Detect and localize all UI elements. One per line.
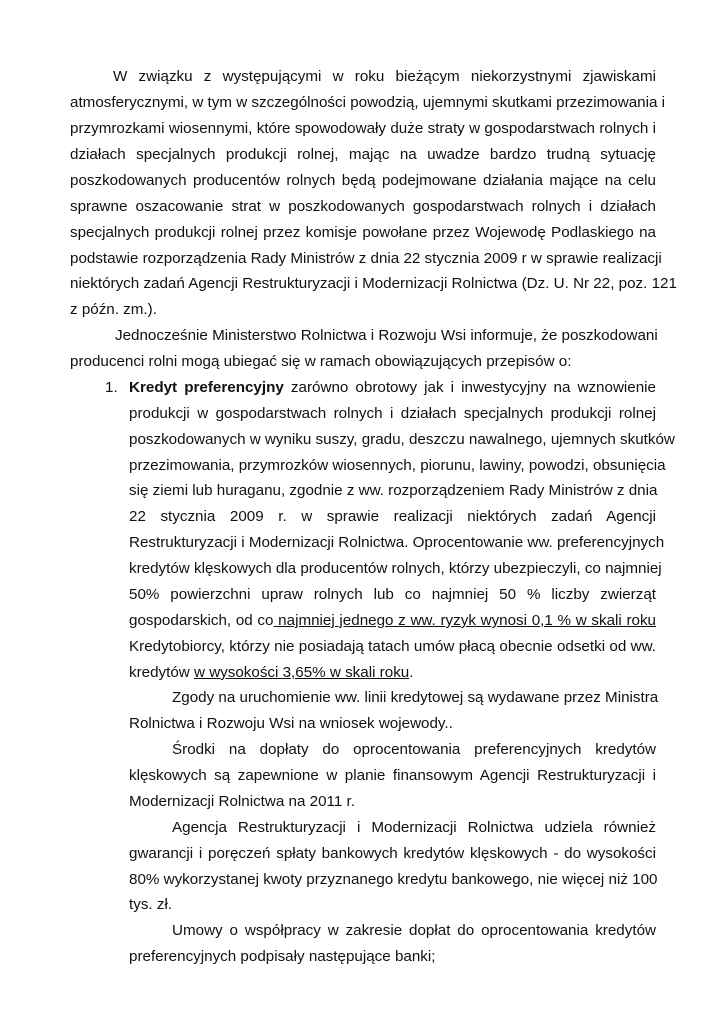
text-span: . — [409, 664, 414, 681]
text-line: Kredytobiorcy, którzy nie posiadają tatach umów płacą obecnie odsetki od ww. — [129, 638, 656, 655]
text-line: Restrukturyzacji i Modernizacji Rolnictwa. Oprocentowanie ww. preferencyjnych — [129, 534, 665, 551]
text-span: kredytów — [129, 664, 194, 681]
text-line: przymrozkami wiosennymi, które spowodowały duże straty w gospodarstwach rolnych i — [70, 120, 656, 137]
bold-lead: Kredyt preferencyjny — [129, 379, 284, 396]
text-span: gospodarskich, od co — [129, 612, 274, 629]
text-line: atmosferycznymi, w tym w szczególności powodzią, ujemnymi skutkami przezimowania i — [70, 94, 666, 111]
text-line — [129, 608, 656, 634]
text-line: produkcji w gospodarstwach rolnych i działach specjalnych produkcji rolnej — [129, 405, 656, 422]
text-line: producenci rolni mogą ubiegać się w ramach obowiązujących przepisów o: — [70, 353, 572, 370]
text-line: z późn. zm.). — [70, 301, 157, 318]
text-line: Środki na dopłaty do oprocentowania preferencyjnych kredytów — [172, 741, 656, 758]
text-line: klęskowych są zapewnione w planie finansowym Agencji Restrukturyzacji i — [129, 767, 656, 784]
text-line: 80% wykorzystanej kwoty przyznanego kredytu bankowego, nie więcej niż 100 — [129, 871, 658, 888]
text-line: się ziemi lub huraganu, zgodnie z ww. rozporządzeniem Rady Ministrów z dnia — [129, 482, 658, 499]
text-line: sprawne oszacowanie strat w poszkodowanych gospodarstwach rolnych i działach — [70, 198, 656, 215]
text-line: poszkodowanych w wyniku suszy, gradu, deszczu nawalnego, ujemnych skutków — [129, 431, 675, 448]
text-line: specjalnych produkcji rolnej przez komisje powołane przez Wojewodę Podlaskiego na — [70, 224, 656, 241]
text-line: gwarancji i poręczeń spłaty bankowych kredytów klęskowych - do wysokości — [129, 845, 656, 862]
text-line: Agencja Restrukturyzacji i Modernizacji Rolnictwa udziela również — [172, 819, 656, 836]
text-line: Zgody na uruchomienie ww. linii kredytowej są wydawane przez Ministra — [172, 689, 659, 706]
text-line: Jednocześnie Ministerstwo Rolnictwa i Rozwoju Wsi informuje, że poszkodowani — [115, 327, 658, 344]
text-line: Rolnictwa i Rozwoju Wsi na wniosek wojewody.. — [129, 715, 453, 732]
text-line — [129, 660, 656, 686]
text-line: 50% powierzchni upraw rolnych lub co najmniej 50 % liczby zwierząt — [129, 586, 656, 603]
text-line: niektórych zadań Agencji Restrukturyzacji i Modernizacji Rolnictwa (Dz. U. Nr 22, poz. 121 — [70, 275, 677, 292]
text-line: działach specjalnych produkcji rolnej, mając na uwadze bardzo trudną sytuację — [70, 146, 656, 163]
underlined-text: najmniej jednego z ww. ryzyk wynosi 0,1 % w skali roku — [273, 612, 656, 629]
list-number: 1. — [105, 379, 118, 396]
text-line: Umowy o współpracy w zakresie dopłat do oprocentowania kredytów — [172, 922, 656, 939]
text-line: podstawie rozporządzenia Rady Ministrów z dnia 22 stycznia 2009 r w sprawie realizacji — [70, 250, 662, 267]
text-line: przezimowania, przymrozków wiosennych, piorunu, lawiny, powodzi, obsunięcia — [129, 457, 666, 474]
text-line: preferencyjnych podpisały następujące banki; — [129, 948, 436, 965]
text-line: Modernizacji Rolnictwa na 2011 r. — [129, 793, 355, 810]
text-line: poszkodowanych producentów rolnych będą podejmowane działania mające na celu — [70, 172, 656, 189]
text-span: zarówno obrotowy jak i inwestycyjny na wznowienie — [283, 379, 656, 396]
text-line: tys. zł. — [129, 896, 173, 913]
text-line — [129, 375, 656, 401]
text-line: W związku z występującymi w roku bieżącym niekorzystnymi zjawiskami — [113, 68, 656, 85]
underlined-text: w wysokości 3,65% w skali roku — [194, 664, 410, 681]
text-line: kredytów klęskowych dla producentów rolnych, którzy ubezpieczyli, co najmniej — [129, 560, 662, 577]
text-line: 22 stycznia 2009 r. w sprawie realizacji niektórych zadań Agencji — [129, 508, 656, 525]
